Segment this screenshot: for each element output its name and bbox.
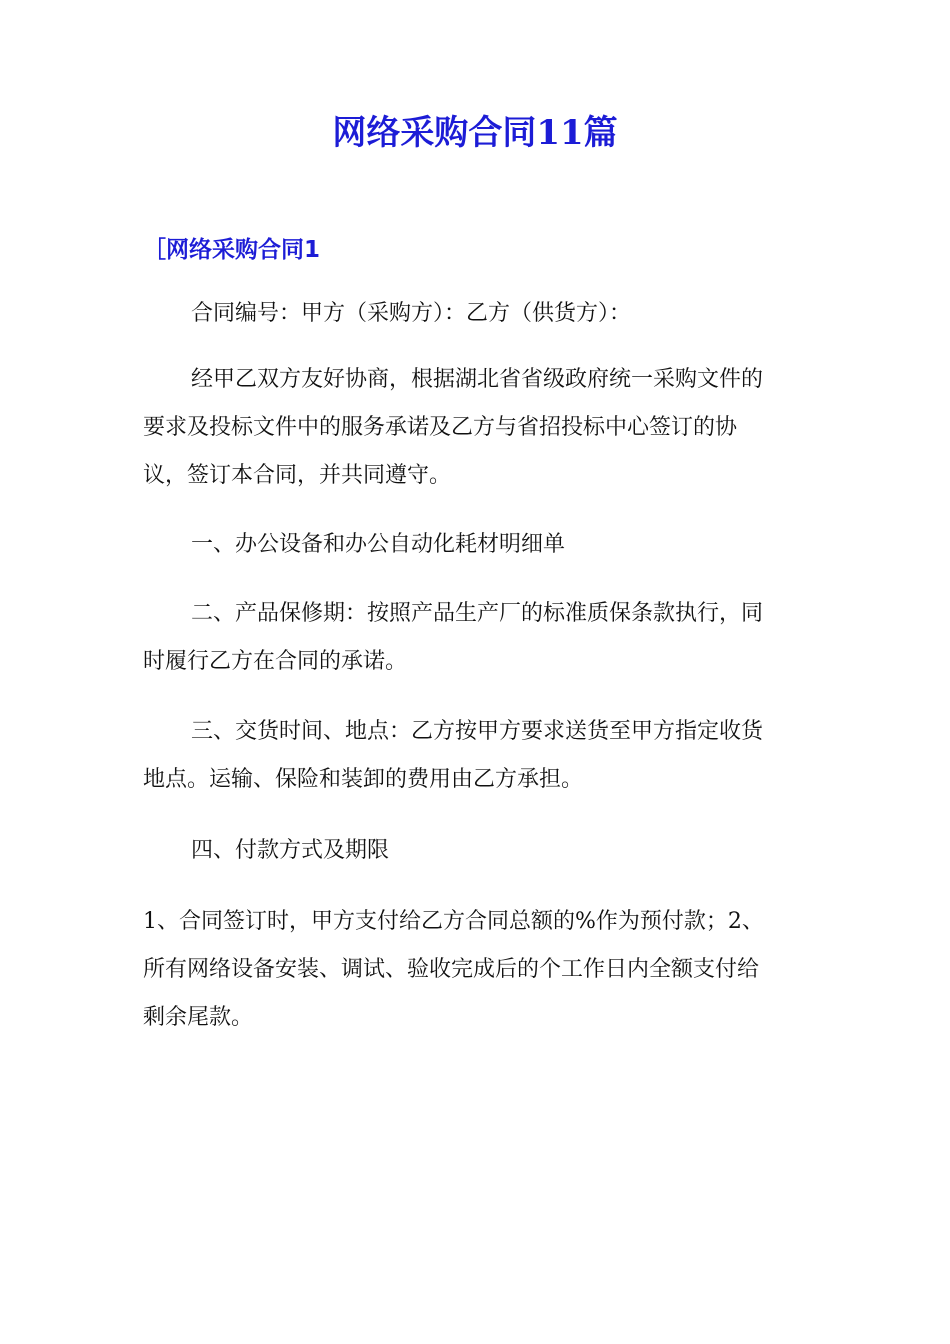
document-title: 网络采购合同11篇	[332, 113, 618, 153]
payment-line-3: 剩余尾款。	[143, 1005, 254, 1030]
item-3-line-2: 地点。运输、保险和装卸的费用由乙方承担。	[143, 767, 584, 792]
payment-paragraph	[143, 898, 823, 1042]
payment-line-2: 所有网络设备安装、调试、验收完成后的个工作日内全额支付给	[143, 957, 760, 982]
item-4-paragraph	[143, 827, 823, 875]
item-3-line-1: 三、交货时间、地点：乙方按甲方要求送货至甲方指定收货	[191, 719, 764, 744]
payment-line-1: 1、合同签订时，甲方支付给乙方合同总额的%作为预付款；2、	[143, 909, 764, 934]
item-3-paragraph	[143, 708, 823, 804]
item-2-paragraph	[143, 590, 823, 686]
contract-number-line: 合同编号：甲方（采购方）：乙方（供货方）：	[191, 301, 632, 326]
item-1-paragraph	[143, 521, 823, 569]
item-2-line-2: 时履行乙方在合同的承诺。	[143, 649, 408, 674]
intro-line-3: 议，签订本合同，并共同遵守。	[143, 463, 452, 488]
intro-paragraph	[143, 356, 823, 500]
item-1-line: 一、办公设备和办公自动化耗材明细单	[191, 532, 566, 557]
intro-line-2: 要求及投标文件中的服务承诺及乙方与省招投标中心签订的协	[143, 415, 738, 440]
contract-number-paragraph	[143, 290, 823, 338]
intro-line-1: 经甲乙双方友好协商，根据湖北省省级政府统一采购文件的	[191, 367, 764, 392]
item-2-line-1: 二、产品保修期：按照产品生产厂的标准质保条款执行，同	[191, 601, 764, 626]
item-4-line: 四、付款方式及期限	[191, 838, 390, 863]
section-heading: ［网络采购合同1	[143, 237, 321, 263]
